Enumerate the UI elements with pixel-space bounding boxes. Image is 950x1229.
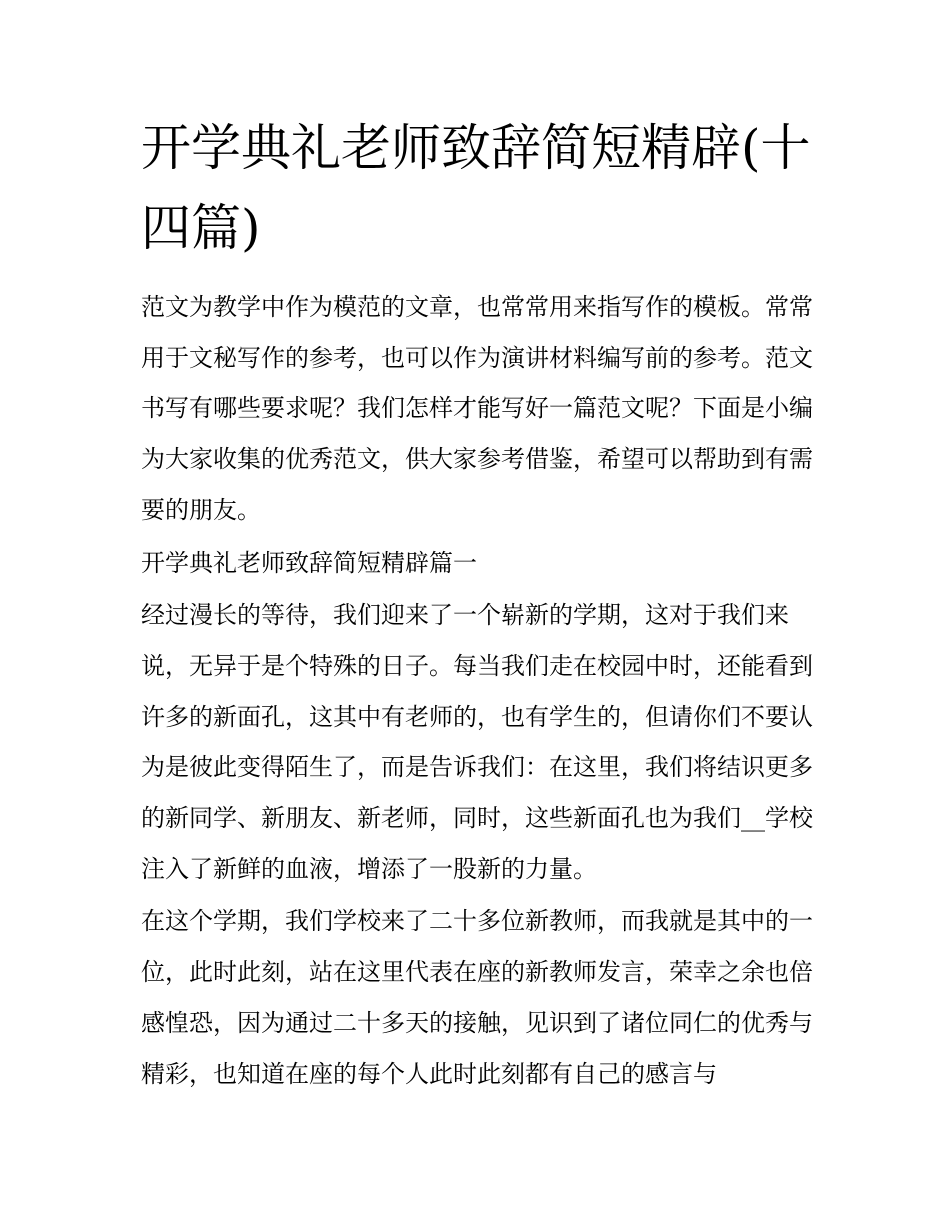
section-heading: 开学典礼老师致辞简短精辟篇一	[141, 548, 477, 577]
intro-paragraph: 范文为教学中作为模范的文章，也常常用来指写作的模板。常常用于文秘写作的参考，也可以作为演讲材料编写前的参考。范文书写有哪些要求呢？我们怎样才能写好一篇范文呢？下面是小编为大家收集的优秀范文，供大家参考借鉴，希望可以帮助到有需要的朋友。	[141, 293, 813, 524]
document-page	[141, 108, 813, 1099]
document-title: 开学典礼老师致辞简短精辟(十四篇)	[141, 119, 811, 257]
body-paragraph-2: 在这个学期，我们学校来了二十多位新教师，而我就是其中的一位，此时此刻，站在这里代表在座的新教师发言，荣幸之余也倍感惶恐，因为通过二十多天的接触，见识到了诸位同仁的优秀与精彩，也知道在座的每个人此时此刻都有自己的感言与	[141, 907, 813, 1088]
body-paragraph-1: 经过漫长的等待，我们迎来了一个崭新的学期，这对于我们来说，无异于是个特殊的日子。每当我们走在校园中时，还能看到许多的新面孔，这其中有老师的，也有学生的，但请你们不要认为是彼此变得陌生了，而是告诉我们：在这里，我们将结识更多的新同学、新朋友、新老师，同时，这些新面孔也为我们__学校注入了新鲜的血液，增添了一股新的力量。	[141, 601, 813, 883]
